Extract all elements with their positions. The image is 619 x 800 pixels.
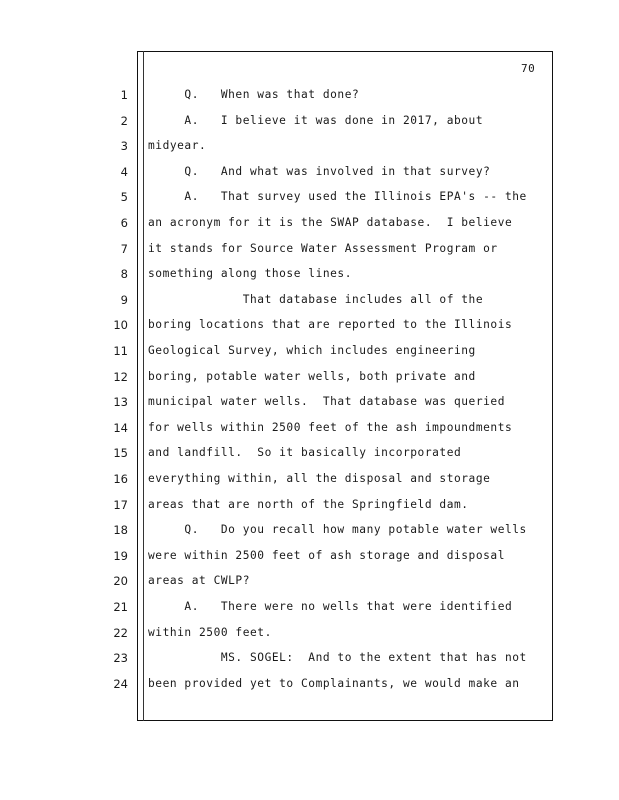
transcript-line: municipal water wells. That database was queried — [148, 395, 505, 408]
line-number: 22 — [113, 626, 128, 640]
margin-rule — [143, 51, 144, 721]
transcript-line: and landfill. So it basically incorporated — [148, 446, 462, 459]
page-number: 70 — [521, 62, 536, 75]
transcript-line: Q. When was that done? — [148, 88, 360, 101]
transcript-line: A. I believe it was done in 2017, about — [148, 114, 484, 127]
line-number: 15 — [113, 446, 128, 460]
transcript-line: boring, potable water wells, both private and — [148, 370, 476, 383]
transcript-line: been provided yet to Complainants, we would make an — [148, 677, 520, 690]
transcript-line: That database includes all of the — [148, 293, 484, 306]
line-number: 7 — [120, 242, 128, 256]
line-number: 13 — [113, 395, 128, 409]
transcript-line: areas at CWLP? — [148, 574, 250, 587]
transcript-line: Q. Do you recall how many potable water wells — [148, 523, 527, 536]
transcript-line: something along those lines. — [148, 267, 352, 280]
line-number: 5 — [120, 190, 128, 204]
line-number: 12 — [113, 370, 128, 384]
line-number: 9 — [120, 293, 128, 307]
transcript-line: within 2500 feet. — [148, 626, 272, 639]
transcript-line: for wells within 2500 feet of the ash impoundments — [148, 421, 513, 434]
line-number: 24 — [113, 677, 128, 691]
line-number: 20 — [113, 574, 128, 588]
line-number: 1 — [120, 88, 128, 102]
transcript-line: everything within, all the disposal and storage — [148, 472, 491, 485]
transcript-line: Q. And what was involved in that survey? — [148, 165, 491, 178]
transcript-line: it stands for Source Water Assessment Program or — [148, 242, 498, 255]
transcript-line: an acronym for it is the SWAP database. I believe — [148, 216, 513, 229]
line-number: 8 — [120, 267, 128, 281]
line-number: 17 — [113, 498, 128, 512]
line-number: 11 — [113, 344, 128, 358]
transcript-line: MS. SOGEL: And to the extent that has not — [148, 651, 527, 664]
line-number: 19 — [113, 549, 128, 563]
transcript-line: areas that are north of the Springfield dam. — [148, 498, 469, 511]
line-number: 4 — [120, 165, 128, 179]
line-number: 16 — [113, 472, 128, 486]
line-number: 14 — [113, 421, 128, 435]
transcript-line: A. There were no wells that were identified — [148, 600, 513, 613]
transcript-line: A. That survey used the Illinois EPA's -- the — [148, 190, 527, 203]
transcript-line: were within 2500 feet of ash storage and disposal — [148, 549, 505, 562]
line-number: 3 — [120, 139, 128, 153]
transcript-line: Geological Survey, which includes engineering — [148, 344, 476, 357]
line-number: 6 — [120, 216, 128, 230]
line-number: 10 — [113, 318, 128, 332]
line-number: 21 — [113, 600, 128, 614]
transcript-line: midyear. — [148, 139, 207, 152]
line-number: 18 — [113, 523, 128, 537]
line-number: 2 — [120, 114, 128, 128]
line-number: 23 — [113, 651, 128, 665]
transcript-line: boring locations that are reported to the Illinois — [148, 318, 513, 331]
